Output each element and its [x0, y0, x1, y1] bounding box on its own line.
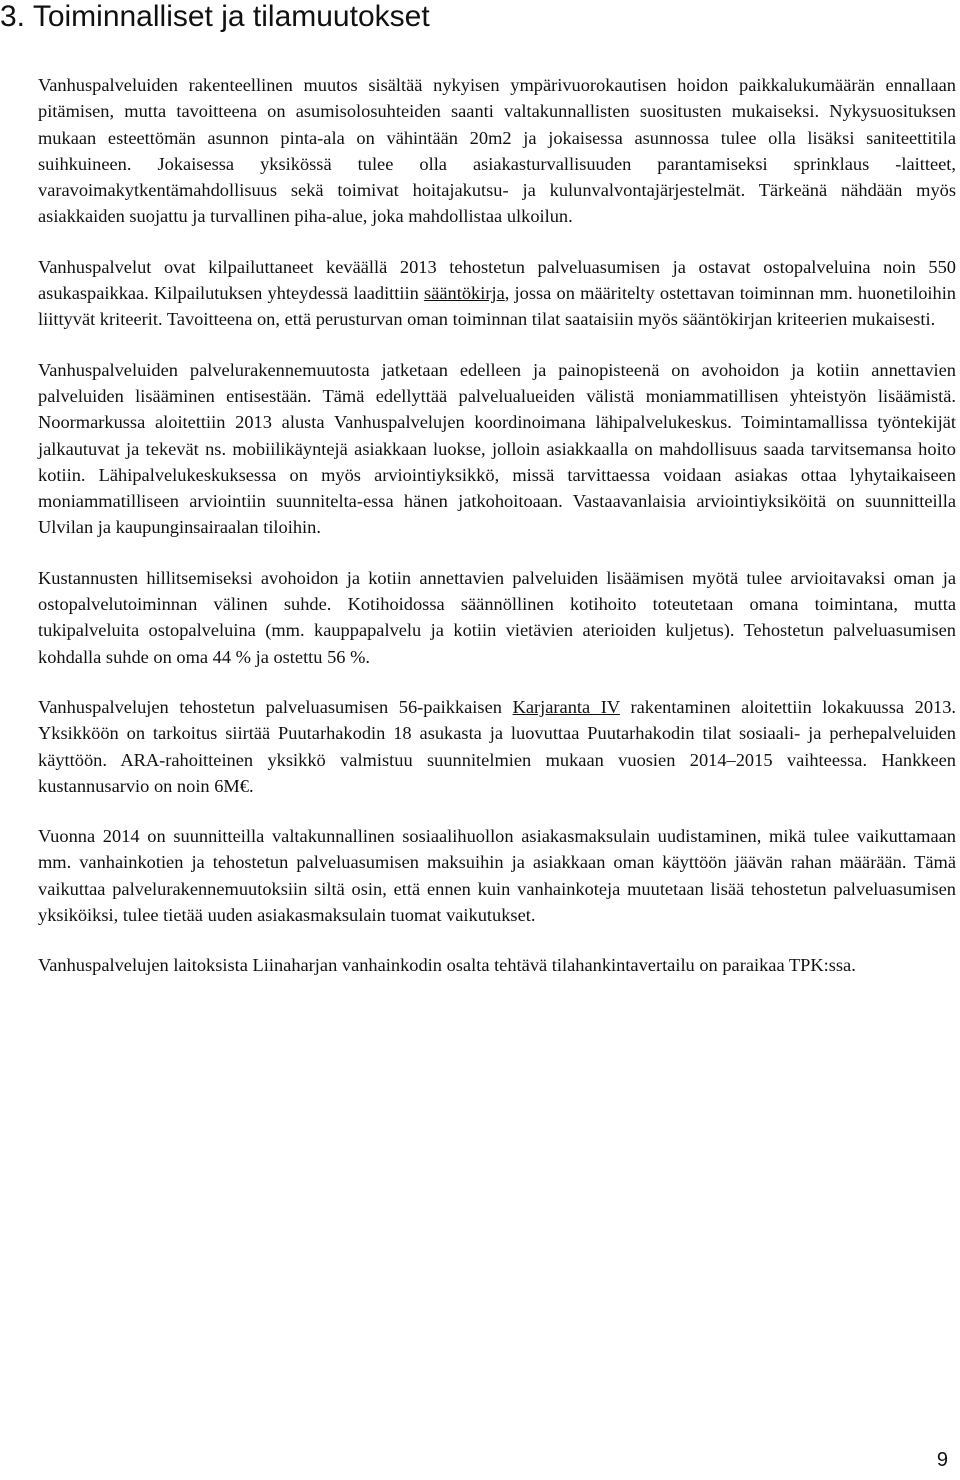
paragraph-fee-law: Vuonna 2014 on suunnitteilla valtakunnallinen sosiaalihuollon asiakasmaksulain uudistaminen, mikä tulee vaikuttamaan mm. vanhainkotien ja tehostetun palveluasumisen maksuihin ja asiakkaan oman käyttöön jäävän rahan määrään. Tämä vaikuttaa palvelurakennemuutoksiin siltä osin, että ennen kuin vanhainkoteja muutetaan lisää tehostetun palveluasumisen yksiköiksi, tulee tietää uuden asiakasmaksulain tuomat vaikutukset. [38, 826, 956, 926]
paragraph-structural-change: Vanhuspalveluiden rakenteellinen muutos sisältää nykyisen ympärivuorokautisen hoidon paikkalukumäärän ennallaan pitämisen, mutta tavoitteena on asumisolosuhteiden saanti valtakunnallisten suositusten mukaiseksi. Nykysuosituksen mukaan esteettömän asunnon pinta-ala on vähintään 20m2 ja jokaisessa asunnossa tulee olla lisäksi saniteettitila suihkuineen. Jokaisessa yksikössä tulee olla asiakasturvallisuuden parantamiseksi sprinklaus -laitteet, varavoimakytkentämahdollisuus sekä toimivat hoitajakutsu- ja kulunvalvontajärjestelmät. Tärkeänä nähdään myös asiakkaiden suojattu ja turvallinen piha-alue, joka mahdollistaa ulkoilun. [38, 75, 956, 227]
paragraph-procurement [38, 254, 956, 333]
paragraph-procurement-text-1: Vanhuspalvelut ovat kilpailuttaneet keväällä 2013 tehostetun palveluasumisen ja ostavat ostopalveluina noin 550 asukaspaikkaa. Kilpailutuksen yhteydessä laadittiin [38, 256, 956, 304]
paragraph-karjaranta-text-1: Vanhuspalvelujen tehostetun palveluasumisen 56-paikkaisen [38, 696, 513, 717]
body-text [38, 72, 956, 1003]
paragraph-procurement-text-2: , jossa on määritelty ostettavan toiminnan mm. huonetiloihin liittyvät kriteerit. Tavoitteena on, että perusturvan oman toiminnan tilat saataisiin myös sääntökirjan kriteerien mukaisesti. [38, 283, 956, 330]
page-number: 9 [936, 1449, 948, 1471]
rulebook-link[interactable]: sääntökirja [424, 283, 505, 304]
paragraph-service-structure: Vanhuspalveluiden palvelurakennemuutosta jatketaan edelleen ja painopisteenä on avohoidon ja kotiin annettavien palveluiden lisääminen entisestään. Tämä edellyttää palvelualueiden välistä moniammatillisen yhteistyön lisäämistä. Noormarkussa aloitettiin 2013 alusta Vanhuspalvelujen koordinoimana lähipalvelukeskus. Toimintamallissa työntekijät jalkautuvat ja tekevät ns. mobiilikäyntejä asiakkaan luokse, jolloin asiakkaalla on mahdollisuus saada tarvitsemansa hoito kotiin. Lähipalvelukeskuksessa on myös arviointiyksikkö, missä tarvittaessa voidaan asiakas ottaa lyhytaikaiseen moniammatilliseen arviointiin suunnitelta-essa hänen jatkohoitoaan. Vastaavanlaisia arviointiyksiköitä on suunnitteilla Ulvilan ja kaupunginsairaalan tiloihin. [38, 359, 956, 538]
section-heading: 3. Toiminnalliset ja tilamuutokset [0, 0, 430, 33]
karjaranta-link[interactable]: Karjaranta IV [512, 696, 620, 717]
paragraph-costs: Kustannusten hillitsemiseksi avohoidon ja kotiin annettavien palveluiden lisäämisen myötä tulee arvioitavaksi oman ja ostopalvelutoiminnan välinen suhde. Kotihoidossa säännöllinen kotihoito toteutetaan omana toimintana, mutta tukipalveluita ostopalveluina (mm. kauppapalvelu ja kotiin vietävien aterioiden kuljetus). Tehostetun palveluasumisen kohdalla suhde on oma 44 % ja ostettu 56 %. [38, 567, 956, 667]
paragraph-karjaranta-text-2: rakentaminen aloitettiin lokakuussa 2013. Yksikköön on tarkoitus siirtää Puutarhakodin 18 asukasta ja luovuttaa Puutarhakodin tilat sosiaali- ja perhepalveluiden käyttöön. ARA-rahoitteinen yksikkö valmistuu suunnitelmien mukaan vuosien 2014–2015 vaihteessa. Hankkeen kustannusarvio on noin 6M€. [38, 696, 957, 796]
paragraph-karjaranta [38, 694, 956, 799]
paragraph-liinaharju: Vanhuspalvelujen laitoksista Liinaharjan vanhainkodin osalta tehtävä tilahankintavertailu on paraikaa TPK:ssa. [38, 955, 856, 976]
